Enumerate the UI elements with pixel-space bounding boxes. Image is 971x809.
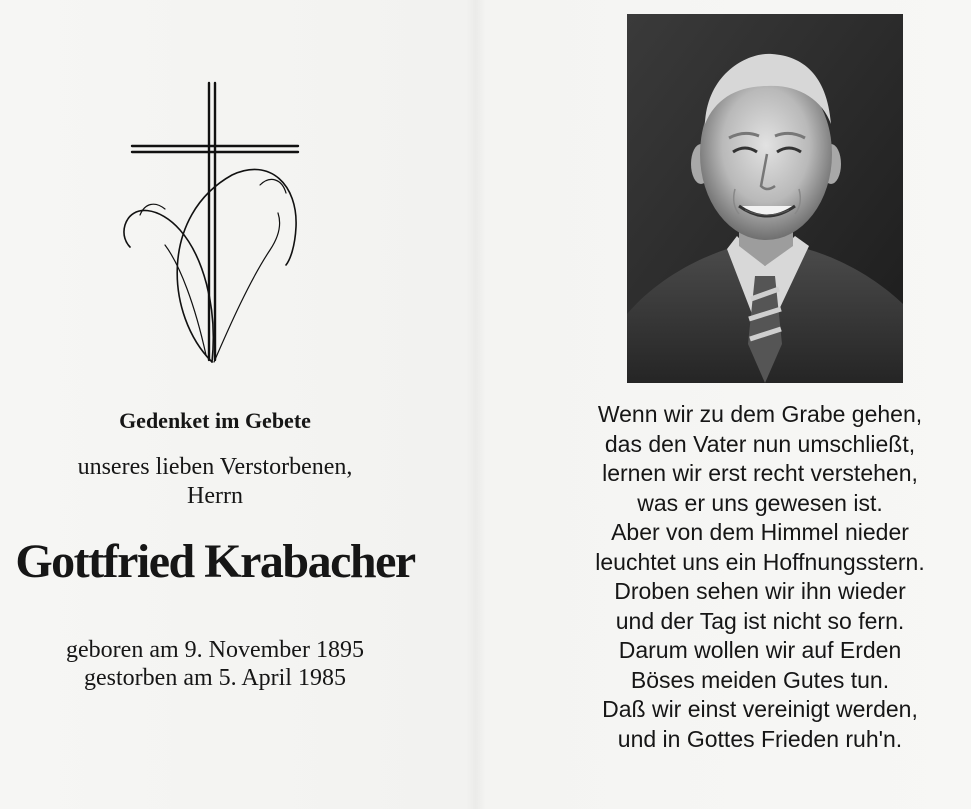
cross-icon (110, 75, 320, 375)
portrait-image (627, 14, 903, 383)
memorial-heading: Gedenket im Gebete (119, 408, 311, 433)
poem (560, 400, 960, 754)
poem-line: Daß wir einst vereinigt werden, (602, 696, 918, 722)
death-date: gestorben am 5. April 1985 (84, 665, 346, 691)
poem-line: lernen wir erst recht verstehen, (602, 460, 918, 486)
honorific: Herrn (187, 483, 243, 509)
portrait-photo (627, 14, 903, 383)
poem-line: Aber von dem Himmel nieder (611, 519, 909, 545)
poem-line: was er uns gewesen ist. (637, 489, 883, 516)
intro-line: unseres lieben Verstorbenen, (77, 454, 353, 480)
poem-line: und in Gottes Frieden ruh'n. (617, 725, 903, 752)
poem-line: Wenn wir zu dem Grabe gehen, (597, 401, 923, 427)
poem-line: leuchtet uns ein Hoffnungsstern. (595, 548, 925, 575)
poem-line: Droben sehen wir ihn wieder (614, 578, 906, 604)
deceased-name: Gottfried Krabacher (15, 535, 415, 588)
birth-date: geboren am 9. November 1895 (66, 637, 364, 663)
left-panel (0, 0, 470, 809)
poem-line: und der Tag ist nicht so fern. (615, 607, 905, 634)
poem-line: Böses meiden Gutes tun. (630, 666, 890, 693)
poem-line: Darum wollen wir auf Erden (618, 637, 902, 663)
poem-line: das den Vater nun umschließt, (604, 430, 916, 457)
